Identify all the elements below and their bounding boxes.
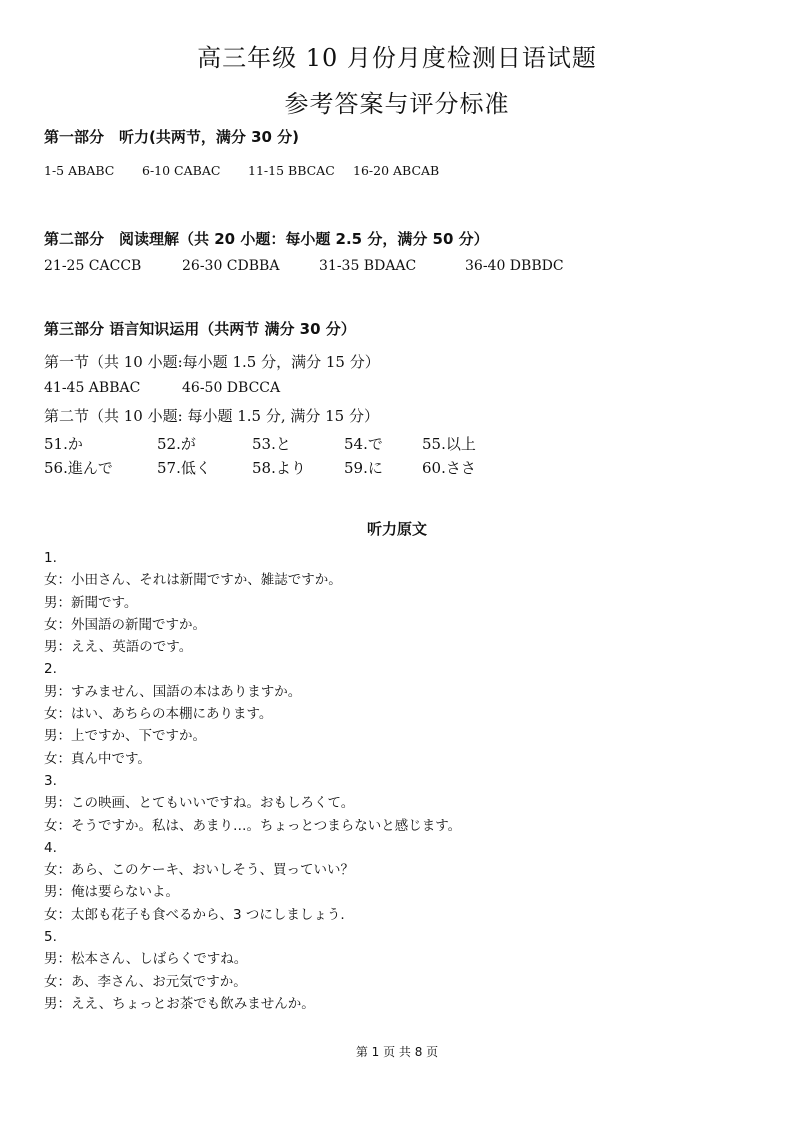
answer-group: 26-30 CDBBA [182, 258, 280, 274]
answer-group: 36-40 DBBDC [465, 258, 564, 274]
part1-heading: 第一部分 听力(共两节，满分 30 分) [44, 128, 300, 146]
page-subtitle: 参考答案与评分标准 [284, 90, 510, 118]
answer-item: 59.に [344, 459, 383, 477]
answer-group: 31-35 BDAAC [319, 258, 417, 274]
page-number: 第 1 页 共 8 页 [355, 1045, 439, 1059]
answer-item: 56.進んで [44, 459, 113, 477]
transcript-line: 2. [44, 661, 57, 678]
transcript-line: 男：上ですか、下ですか。 [44, 728, 206, 745]
answer-item: 58.より [252, 459, 306, 477]
transcript-line: 3. [44, 772, 57, 789]
answer-group: 1-5 ABABC [44, 163, 115, 178]
answer-group: 6-10 CABAC [142, 163, 221, 178]
answer-group: 46-50 DBCCA [182, 380, 281, 396]
transcript-line: 男：この映画、とてもいいですね。おもしろくて。 [44, 795, 355, 812]
answer-item: 53.と [252, 435, 291, 453]
transcript-line: 女：外国語の新聞ですか。 [44, 616, 206, 633]
transcript-line: 男：ええ、英語のです。 [44, 639, 193, 656]
transcript-line: 男：松本さん、しばらくですね。 [44, 951, 248, 968]
transcript-line: 4. [44, 839, 57, 856]
transcript-body [44, 547, 461, 1015]
transcript-line: 女：太郎も花子も食べるから、3 つにしましょう. [44, 906, 345, 923]
part2-heading: 第二部分 阅读理解（共 20 小题：每小题 2.5 分，满分 50 分） [44, 230, 489, 248]
section2-heading: 第二节（共 10 小题: 每小题 1.5 分, 满分 15 分） [44, 407, 379, 425]
answer-group: 11-15 BBCAC [248, 163, 335, 178]
answer-group: 41-45 ABBAC [44, 380, 141, 396]
transcript-line: 男：新聞です。 [44, 594, 138, 611]
transcript-line: 男：俺は要らないよ。 [44, 884, 179, 901]
transcript-line: 女：あ、李さん、お元気ですか。 [44, 973, 247, 990]
answer-item: 54.で [344, 435, 383, 453]
transcript-line: 女：そうですか。私は、あまり…。ちょっとつまらないと感じます。 [44, 817, 462, 834]
page-title: 高三年级 10 月份月度检测日语试题 [197, 44, 597, 72]
answer-item: 51.か [44, 435, 83, 453]
transcript-heading: 听力原文 [366, 520, 427, 538]
transcript-line: 女：小田さん、それは新聞ですか、雑誌ですか。 [44, 572, 342, 589]
part3-heading: 第三部分 语言知识运用（共两节 满分 30 分） [44, 320, 356, 338]
transcript-line: 女：はい、あちらの本棚にあります。 [44, 706, 273, 723]
transcript-line: 1. [44, 550, 57, 566]
answer-item: 55.以上 [422, 435, 476, 453]
section2-row2 [44, 457, 544, 479]
section1-heading: 第一节（共 10 小题:每小题 1.5 分，满分 15 分） [44, 353, 380, 371]
transcript-line: 5. [44, 929, 57, 946]
transcript-line: 男：ええ、ちょっとお茶でも飲みませんか。 [44, 995, 315, 1012]
section2-row1 [44, 433, 544, 455]
answer-group: 16-20 ABCAB [353, 163, 440, 178]
transcript-line: 女：真ん中です。 [44, 750, 151, 767]
answer-item: 52.が [157, 435, 196, 453]
answer-item: 60.ささ [422, 459, 476, 477]
answer-item: 57.低く [157, 459, 211, 477]
transcript-line: 女：あら、このケーキ、おいしそう、買っていい？ [44, 862, 354, 879]
answer-group: 21-25 CACCB [44, 258, 142, 274]
transcript-line: 男：すみません、国語の本はありますか。 [44, 683, 302, 700]
